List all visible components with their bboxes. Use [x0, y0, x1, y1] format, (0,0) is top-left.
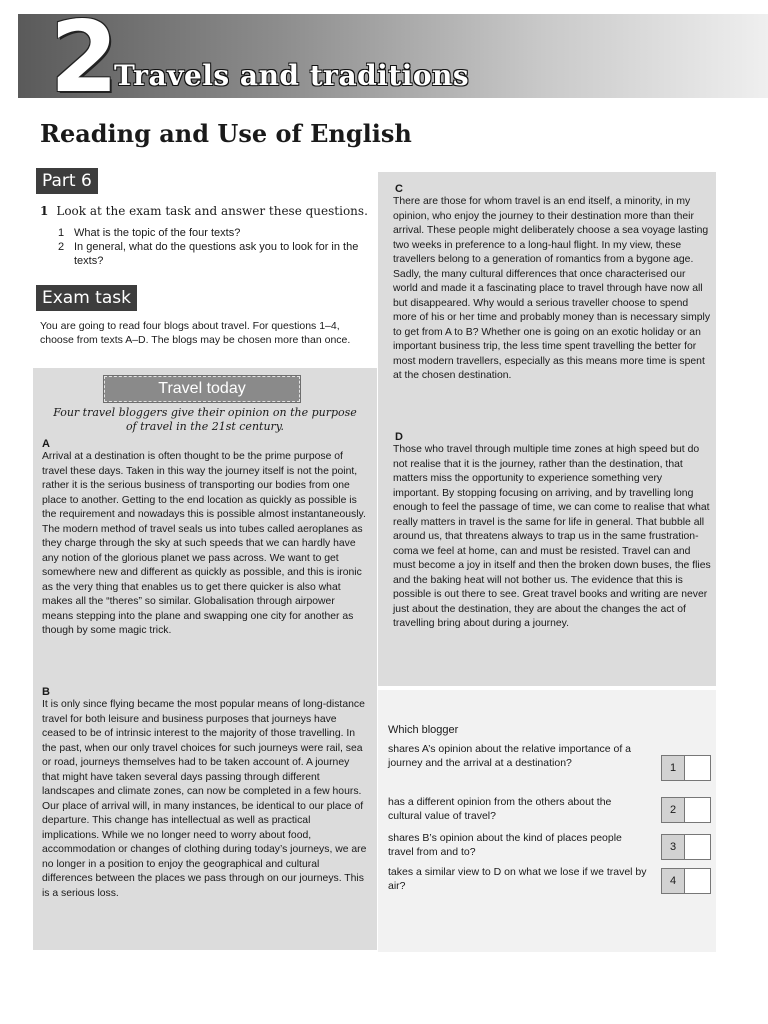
answer-box-number: 3 — [662, 835, 685, 859]
answer-box-1[interactable] — [661, 755, 711, 781]
article-intro: Four travel bloggers give their opinion on the purpose of travel in the 21st century. — [53, 406, 357, 433]
blog-label-b: B — [42, 686, 50, 698]
question-1 — [40, 203, 370, 219]
question-1-number: 1 — [40, 204, 49, 218]
sub-question-1 — [58, 226, 368, 240]
question-item-1: shares A’s opinion about the relative importance of a journey and the arrival at a destination? — [388, 743, 632, 769]
blog-text-c: There are those for whom travel is an end itself, a minority, in my opinion, who enjoy the journey to their destination more than their arrival. These people might deliberately choose a sea voyage lasting two weeks in preference to a long-haul flight. In my view, these travellers belong to a generation of romantics from a bygone age. Sadly, the many cultural differences that once characterised our world and made it a fascinating place to travel through have now all but disappeared. Why would a serious traveller choose to spend more of his or her time and probably money than is necessary simply to get from A to B? Whether one is going on an exotic holiday or an important business trip, the less time spent travelling the better for most modern travellers, especially as this means more time is spent at the chosen destination. — [393, 196, 711, 381]
part-label: Part 6 — [36, 168, 98, 194]
sub-question-text: In general, what do the questions ask you to look for in the texts? — [74, 241, 359, 267]
question-item-2: has a different opinion from the others about the cultural value of travel? — [388, 796, 612, 822]
question-item-4: takes a similar view to D on what we lose if we travel by air? — [388, 866, 647, 892]
answer-box-4[interactable] — [661, 868, 711, 894]
chapter-title: Travels and traditions — [114, 59, 470, 92]
blog-label-a: A — [42, 438, 50, 450]
chapter-number: 2 — [50, 1, 119, 115]
questions-prompt: Which blogger — [388, 724, 459, 736]
answer-box-number: 4 — [662, 869, 685, 893]
answer-box-number: 1 — [662, 756, 685, 780]
sub-question-number: 1 — [58, 227, 65, 239]
article-title: Travel today — [104, 376, 300, 402]
blog-label-c: C — [395, 183, 403, 195]
answer-box-3[interactable] — [661, 834, 711, 860]
question-item-3: shares B’s opinion about the kind of places people travel from and to? — [388, 832, 622, 858]
blog-label-d: D — [395, 431, 403, 443]
sub-question-text: What is the topic of the four texts? — [74, 227, 241, 239]
blog-text-a: Arrival at a destination is often thought to be the prime purpose of travel these days. Taken in this way the journey itself is not the point, rather it is the serious business of transporting our bodies from one place to another. Getting to the end location as quickly as possible is the requirement and nowadays this is possible almost instantaneously. The modern method of travel seals us into tubes called aeroplanes as they charge through the sky at such speeds that we can hardly have any notion of the glorious planet we pass across. We want to get somewhere new and different as quickly as possible, and this is ironic as the very thing that enables us to get there quicker is also what makes all the “theres” so similar. Globalisation through airpower means stepping into the plane and swapping one city for another as though by some magic trick. — [42, 451, 366, 636]
exam-instructions: You are going to read four blogs about travel. For questions 1–4, choose from texts A–D. The blogs may be chosen more than once. — [40, 320, 351, 346]
answer-box-number: 2 — [662, 798, 685, 822]
question-1-text: Look at the exam task and answer these questions. — [56, 204, 368, 218]
blog-text-b: It is only since flying became the most popular means of long-distance travel for both leisure and business purposes that journeys have ceased to be of intrinsic interest to the majority of those travelling. In the past, when our only travel choices for such journeys were rail, sea or road, journeys themselves had to be taken account of. A journey that might have taken several days passing through different landscapes and climate zones, can now be completed in a few hours. Our place of arrival will, in many instances, be identical to our place of departure. This change has intellectual as well as practical implications. While we no longer need to worry about food, accommodation or changes of clothing during today’s journeys, we are no longer in a position to enjoy the geographical and cultural differences between the places we pass through on our journeys. This is a serious loss. — [42, 699, 367, 899]
sub-question-number: 2 — [58, 241, 65, 253]
answer-box-2[interactable] — [661, 797, 711, 823]
blog-text-d: Those who travel through multiple time zones at high speed but do not realise that it is the journey, rather than the destination, that matters miss the opportunity to experience something very important. By stopping focusing on arriving, and by travelling long enough to feel the passage of time, we can come to realise that what really matters in travel is the same for life in general. That bubble all around us, that threatens always to trap us in the same frustration-coma we feel at home, can and must be resisted. Travel can and must become a joy in itself and then the broken down buses, the flies and the baking heat will not bother us. The evidence that this is possible is out there to see. Great travel books and writing are never just about the destination, they are about the changes the act of travelling bring about during a journey. — [393, 444, 711, 629]
exam-task-label: Exam task — [36, 285, 137, 311]
sub-question-2 — [58, 240, 368, 268]
section-heading: Reading and Use of English — [40, 119, 412, 148]
